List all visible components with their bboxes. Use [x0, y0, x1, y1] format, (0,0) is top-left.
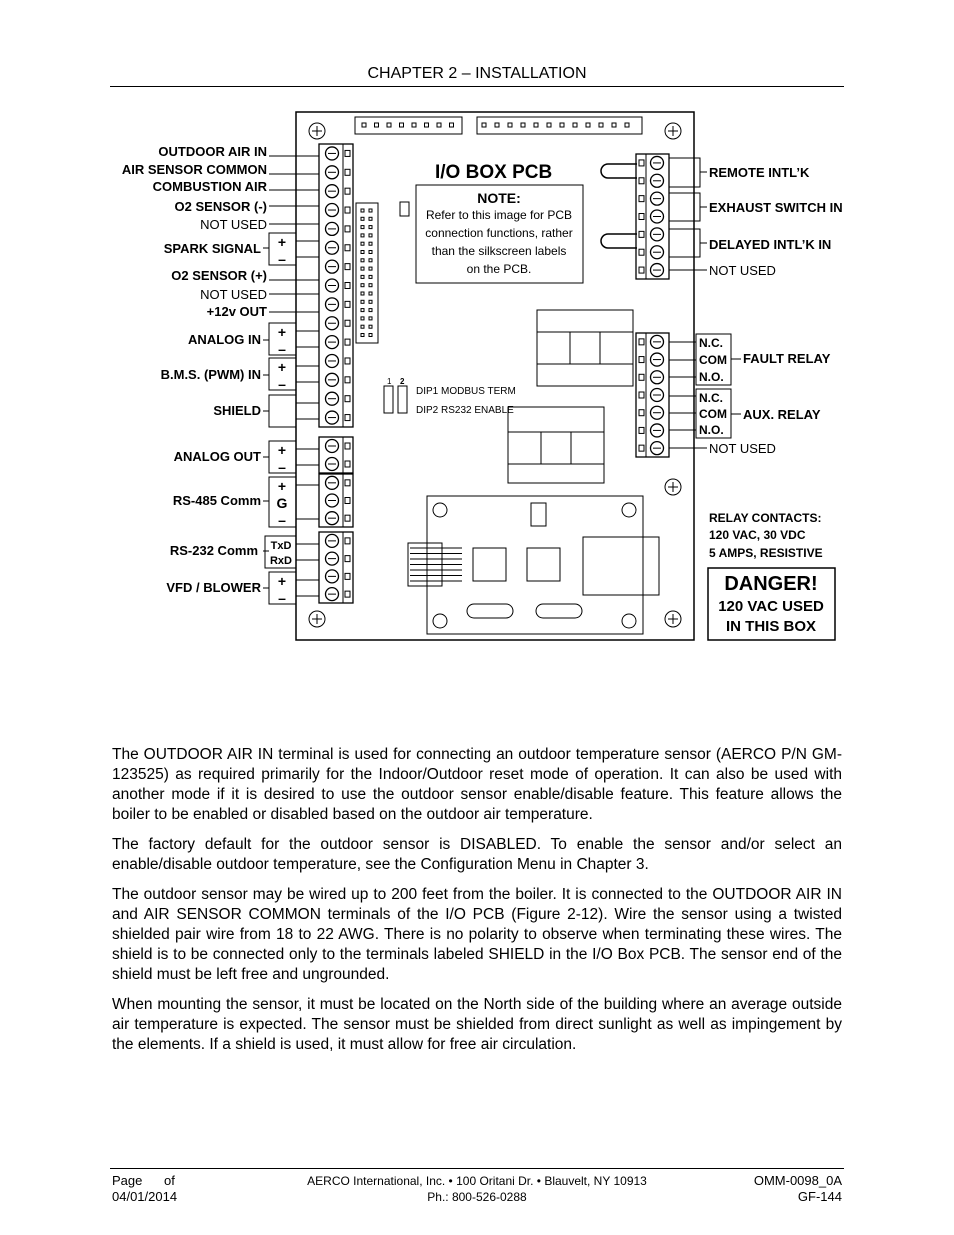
terminal-tab [345, 538, 350, 544]
terminal-tab [345, 207, 350, 213]
dip-switch-2 [398, 386, 407, 413]
paragraph: The factory default for the outdoor sensor is DISABLED. To enable the sensor and/or select an enable/disable outdoor temperature, see the Configuration Menu in Chapter 3. [112, 836, 842, 873]
label-spark-signal: SPARK SIGNAL [163, 241, 261, 256]
chapter-title: CHAPTER 2 – INSTALLATION [367, 65, 587, 82]
terminal-tab [639, 445, 644, 451]
terminal-tab [345, 150, 350, 156]
connector-pin [586, 123, 590, 127]
label-not-used-top: NOT USED [709, 263, 776, 278]
header-pin [361, 251, 364, 254]
connector-pin [612, 123, 616, 127]
dip-label-1: DIP1 MODBUS TERM [416, 386, 516, 397]
header-pin [369, 234, 372, 237]
header-pin [369, 325, 372, 328]
header-pin [361, 325, 364, 328]
label-vfd-blower: VFD / BLOWER [166, 580, 261, 595]
label-not-used: NOT USED [200, 217, 267, 232]
header-pin [369, 267, 372, 270]
chapter-header [110, 64, 844, 87]
terminal-tab [639, 178, 644, 184]
plus-symbol: + [277, 359, 287, 375]
terminal-tab [639, 160, 644, 166]
terminal-tab [345, 320, 350, 326]
terminal-tab [639, 267, 644, 273]
connector-pin [534, 123, 538, 127]
terminal-tab [345, 339, 350, 345]
terminal-tab [345, 591, 350, 597]
connector-pin [521, 123, 525, 127]
relay-fault-body [537, 332, 633, 364]
daughter-ic-1 [473, 548, 506, 581]
connector-pin [375, 123, 379, 127]
relay-contacts-current: 5 AMPS, RESISTIVE [709, 546, 823, 560]
connector-pin [508, 123, 512, 127]
terminal-tab [345, 443, 350, 449]
danger-heading: DANGER! [724, 573, 818, 595]
header-pin [361, 267, 364, 270]
terminal-tab [345, 396, 350, 402]
terminal-tab [639, 392, 644, 398]
label-o2-sensor-neg: O2 SENSOR (-) [174, 199, 267, 214]
terminal-tab [345, 245, 350, 251]
minus-symbol: – [278, 459, 286, 475]
terminal-tab [345, 556, 350, 562]
label-o2-sensor-pos: O2 SENSOR (+) [171, 268, 267, 283]
small-jumper [400, 202, 409, 216]
dip-number: 2 [400, 377, 405, 386]
footer-gf: GF-144 [797, 1189, 842, 1204]
terminal-tab [639, 410, 644, 416]
header-pin [361, 217, 364, 220]
label-aux-relay: AUX. RELAY [743, 407, 821, 422]
connector-pin [495, 123, 499, 127]
footer-date: 04/01/2014 [112, 1189, 178, 1204]
bracket [669, 193, 700, 221]
relay-aux [508, 407, 604, 483]
dip-number: 1 [387, 377, 392, 386]
daughter-oval [467, 604, 513, 618]
terminal-tab [345, 415, 350, 421]
mounting-hole [622, 503, 636, 517]
terminal-tab [639, 374, 644, 380]
label-fault-relay: FAULT RELAY [743, 351, 831, 366]
label-delayed-intlk-in: DELAYED INTL’K IN [709, 237, 832, 252]
header-pin [361, 259, 364, 262]
mounting-hole [433, 614, 447, 628]
io-box-pcb-diagram [110, 100, 854, 655]
terminal-tab [345, 377, 350, 383]
ribbon-header [356, 203, 378, 343]
header-pin [361, 292, 364, 295]
label-outdoor-air-in: OUTDOOR AIR IN [158, 144, 267, 159]
connector-pin [400, 123, 404, 127]
terminal-tab [345, 461, 350, 467]
jumper-loop-bottom [601, 234, 637, 248]
bracket [669, 229, 700, 257]
com-label: COM [699, 353, 727, 367]
header-pin [369, 309, 372, 312]
plus-symbol: + [277, 234, 287, 250]
minus-symbol: – [278, 251, 286, 267]
nc-label: N.C. [699, 336, 723, 350]
label-analog-out: ANALOG OUT [173, 449, 261, 464]
daughter-jack [583, 537, 659, 595]
label-not-used-bottom: NOT USED [709, 441, 776, 456]
header-pin [369, 284, 372, 287]
label-12v-out: +12v OUT [206, 304, 267, 319]
note-line: on the PCB. [466, 262, 532, 276]
no-label: N.O. [699, 423, 724, 437]
label-bms-pwm-in: B.M.S. (PWM) IN [160, 367, 261, 382]
paragraph: When mounting the sensor, it must be located on the North side of the building where an average outside air temperature is expected. The sensor must be shielded from direct sunlight as well as impingement by the elements. If a shield is used, it must allow for free air circulation. [112, 996, 842, 1053]
terminal-tab [345, 573, 350, 579]
rxd-symbol: RxD [269, 555, 293, 567]
header-pin [361, 242, 364, 245]
connector-pin [482, 123, 486, 127]
terminal-tab [345, 480, 350, 486]
minus-symbol: – [278, 512, 286, 528]
label-rs485: RS-485 Comm [172, 493, 261, 508]
pcb-title: I/O BOX PCB [435, 162, 553, 183]
note-line: Refer to this image for PCB [425, 208, 573, 222]
terminal-tab [345, 226, 350, 232]
terminal-tab [639, 339, 644, 345]
label-not-used: NOT USED [200, 287, 267, 302]
g-symbol: G [276, 495, 288, 511]
terminal-tab [345, 498, 350, 504]
header-pin [369, 242, 372, 245]
com-label: COM [699, 407, 727, 421]
minus-symbol: – [278, 376, 286, 392]
nc-label: N.C. [699, 391, 723, 405]
label-rs232: RS-232 Comm [169, 543, 258, 558]
header-pin [369, 226, 372, 229]
daughter-connector-pins [410, 548, 462, 581]
terminal-tab [345, 283, 350, 289]
footer-page: Page of [112, 1173, 175, 1188]
header-pin [361, 226, 364, 229]
header-pin [361, 209, 364, 212]
mounting-hole [433, 503, 447, 517]
connector-pin [560, 123, 564, 127]
terminal-tab [639, 214, 644, 220]
plus-symbol: + [277, 324, 287, 340]
header-pin [369, 259, 372, 262]
terminal-tab [345, 188, 350, 194]
header-pin [369, 292, 372, 295]
minus-symbol: – [278, 341, 286, 357]
terminal-tab [345, 358, 350, 364]
top-connector-pins [362, 123, 629, 127]
note-line: than the silkscreen labels [431, 244, 567, 258]
footer-right [754, 1173, 842, 1205]
danger-line: 120 VAC USED [718, 598, 824, 615]
header-pin [361, 334, 364, 337]
header-pin [369, 217, 372, 220]
left-leader-lines [263, 156, 319, 596]
relay-contacts-heading: RELAY CONTACTS: [709, 511, 822, 525]
terminal-tab [639, 231, 644, 237]
connector-pin [362, 123, 366, 127]
terminal-tab [345, 301, 350, 307]
label-exhaust-switch-in: EXHAUST SWITCH IN [709, 200, 843, 215]
ribbon-header-pins [361, 209, 372, 337]
footer-center [110, 1173, 844, 1205]
footer-doc-number: OMM-0098_0A [753, 1173, 842, 1188]
left-terminal-blocks [319, 144, 353, 603]
terminal-tab [639, 357, 644, 363]
label-analog-in: ANALOG IN [188, 332, 261, 347]
connector-pin [625, 123, 629, 127]
top-connector-left [355, 117, 462, 134]
connector-pin [599, 123, 603, 127]
right-terminal-blocks [636, 154, 669, 457]
terminal-tab [639, 249, 644, 255]
plus-symbol: + [277, 442, 287, 458]
connector-pin [437, 123, 441, 127]
header-pin [361, 309, 364, 312]
header-pin [369, 275, 372, 278]
connector-pin [450, 123, 454, 127]
header-pin [369, 251, 372, 254]
terminal-block [319, 437, 353, 473]
header-pin [361, 300, 364, 303]
no-label: N.O. [699, 370, 724, 384]
label-shield: SHIELD [213, 403, 261, 418]
minus-symbol: – [278, 590, 286, 606]
note-heading: NOTE: [477, 190, 521, 206]
plus-symbol: + [277, 573, 287, 589]
header-pin [361, 234, 364, 237]
footer-phone: Ph.: 800-526-0288 [427, 1190, 527, 1204]
header-pin [361, 317, 364, 320]
terminal-tab [345, 515, 350, 521]
header-pin [369, 334, 372, 337]
dip-label-2: DIP2 RS232 ENABLE [416, 405, 514, 416]
header-pin [361, 275, 364, 278]
dip-switch-1 [384, 386, 393, 413]
connector-pin [387, 123, 391, 127]
connector-pin [573, 123, 577, 127]
connector-pin [412, 123, 416, 127]
terminal-block [319, 532, 353, 603]
note-line: connection functions, rather [425, 226, 573, 240]
daughter-ic-2 [527, 548, 560, 581]
header-pin [369, 209, 372, 212]
connector-pin [547, 123, 551, 127]
label-combustion-air: COMBUSTION AIR [152, 179, 267, 194]
shield-box [269, 395, 296, 427]
mounting-hole [622, 614, 636, 628]
connector-pin [425, 123, 429, 127]
relay-fault [537, 310, 633, 386]
footer-company: AERCO International, Inc. • 100 Oritani Dr. • Blauvelt, NY 10913 [307, 1174, 647, 1188]
page-footer [110, 1168, 844, 1209]
relay-aux-body [508, 432, 604, 464]
paragraph: The OUTDOOR AIR IN terminal is used for connecting an outdoor temperature sensor (AERCO P/N GM-123525) as required primarily for the Indoor/Outdoor reset mode of operation. It can also be used with another mode if it is desired to use the outdoor sensor enable/disable feature. This feature allows the boiler to be enabled or disabled based on the outdoor air temperature. [112, 746, 842, 823]
terminal-tab [639, 427, 644, 433]
header-pin [369, 317, 372, 320]
plus-symbol: + [277, 478, 287, 494]
body-text [112, 745, 842, 1065]
bracket [669, 158, 700, 187]
daughter-oval [536, 604, 582, 618]
jumper-loop-top [601, 164, 637, 178]
danger-line: IN THIS BOX [725, 618, 817, 635]
label-air-sensor-common: AIR SENSOR COMMON [121, 162, 267, 177]
header-pin [361, 284, 364, 287]
label-remote-intlk: REMOTE INTL’K [709, 165, 810, 180]
terminal-tab [345, 169, 350, 175]
txd-symbol: TxD [270, 540, 292, 552]
terminal-tab [639, 196, 644, 202]
header-pin [369, 300, 372, 303]
relay-contacts-rating: 120 VAC, 30 VDC [709, 528, 806, 542]
terminal-tab [345, 264, 350, 270]
paragraph: The outdoor sensor may be wired up to 200 feet from the boiler. It is connected to the OUTDOOR AIR IN and AIR SENSOR COMMON terminals of the I/O PCB (Figure 2-12). Wire the sensor using a twisted shielded pair wire from 18 to 22 AWG. There is no polarity to observe when terminating these wires. The shield is to be connected only to the terminals labeled SHIELD in the I/O Box PCB. The sensor end of the shield must be left free and ungrounded. [112, 886, 842, 983]
daughter-chip [531, 503, 546, 526]
